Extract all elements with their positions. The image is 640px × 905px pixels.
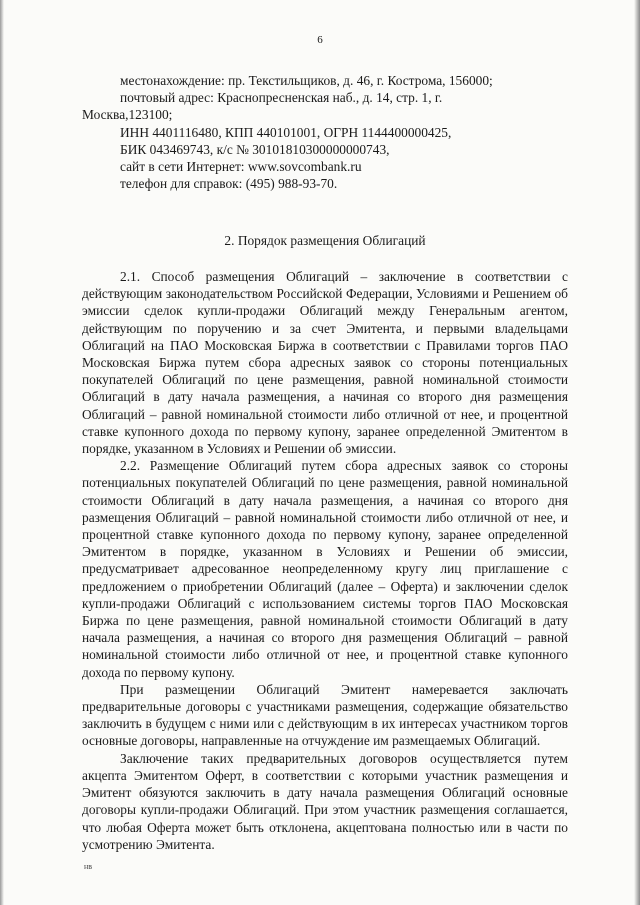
issuer-location: местонахождение: пр. Текстильщиков, д. 46, г. Кострома, 156000; <box>120 73 493 88</box>
scan-edge-left <box>0 0 4 905</box>
issuer-contacts <box>82 72 568 192</box>
issuer-phone: телефон для справок: (495) 988-93-70. <box>120 176 338 192</box>
page-number: 6 <box>317 34 323 46</box>
footer-initials: нв <box>84 862 93 871</box>
paragraph-preliminary-agreements: При размещении Облигаций Эмитент намеревается заключать предварительные договоры с участниками размещения, содержащие обязательство заключить в будущем с ними или с действующим в их интересах участником торгов основные договоры, направленные на отчуждение им размещаемых Облигаций. <box>82 681 568 749</box>
scan-edge-right <box>634 0 640 905</box>
issuer-postal-address-cont: Москва,123100; <box>82 107 173 123</box>
paragraph-2-2: 2.2. Размещение Облигаций путем сбора адресных заявок со стороны потенциальных покупателей Облигаций по цене размещения, равной номинальной стоимости Облигаций в дату начала размещения, а начиная со второго дня размещения Облигаций – равной номинальной стоимости либо отличной от нее, и процентной ставке купонного дохода по первому купону, заранее определенной Эмитентом в порядке, указанном в Условиях и Решении об эмиссии, предусматривает адресованное неопределенному кругу лиц приглашение с предложением о приобретении Облигаций (далее – Оферта) и заключении сделок купли-продажи Облигаций с использованием системы торгов ПАО Московская Биржа по цене размещения, равной номинальной стоимости Облигаций в дату начала размещения, а начиная со второго дня размещения Облигаций – равной номинальной стоимости либо отличной от нее, и процентной ставке купонного дохода по первому купону. <box>82 458 568 680</box>
issuer-inn: ИНН 4401116480, КПП 440101001, ОГРН 1144400000425, <box>120 124 452 140</box>
section-body <box>82 268 568 853</box>
issuer-website: сайт в сети Интернет: www.sovcombank.ru <box>120 159 362 175</box>
issuer-bik: БИК 043469743, к/с № 30101810300000000743, <box>120 141 390 157</box>
paragraph-2-1: 2.1. Способ размещения Облигаций – заключение в соответствии с действующим законодательством Российской Федерации, Условиями и Решением об эмиссии сделок купли-продажи Облигаций между Генеральным агентом, действующим по поручению и за счет Эмитента, и первыми владельцами Облигаций на ПАО Московская Биржа в соответствии с Правилами торгов ПАО Московская Биржа путем сбора адресных заявок со стороны потенциальных покупателей Облигаций по цене размещения, равной номинальной стоимости Облигаций в дату начала размещения, а начиная со второго дня размещения Облигаций – равной номинальной стоимости либо отличной от нее, и процентной ставке купонного дохода по первому купону, заранее определенной Эмитентом в порядке, указанном в Условиях и Решении об эмиссии. <box>82 269 568 457</box>
issuer-postal-address: почтовый адрес: Краснопресненская наб., д. 14, стр. 1, г. <box>120 90 443 106</box>
paragraph-offer-acceptance: Заключение таких предварительных договоров осуществляется путем акцепта Эмитентом Оферт, в соответствии с которыми участник размещения и Эмитент обязуются заключить в дату начала размещения Облигаций основные договоры купли-продажи Облигаций. При этом участник размещения соглашается, что любая Оферта может быть отклонена, акцептована полностью или в части по усмотрению Эмитента. <box>82 750 568 852</box>
section-title: 2. Порядок размещения Облигаций <box>224 233 426 248</box>
